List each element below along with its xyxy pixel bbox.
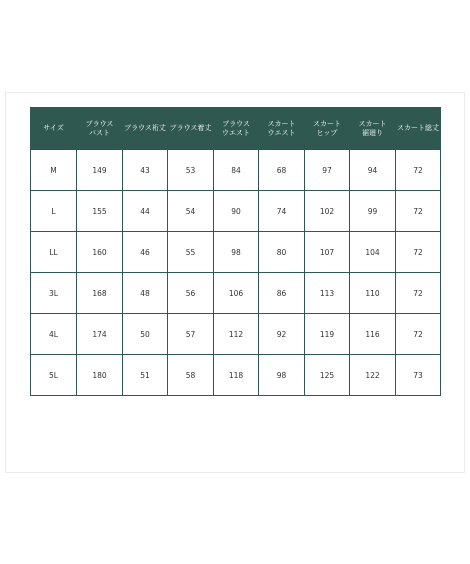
- table-cell: 107: [305, 232, 350, 273]
- table-cell: 46: [123, 232, 168, 273]
- table-header-row: [31, 108, 441, 150]
- header-size: サイズ: [31, 108, 77, 150]
- table-cell: 92: [259, 314, 305, 355]
- header-skirt-total-length: スカート総丈: [396, 108, 441, 150]
- table-cell: 48: [123, 273, 168, 314]
- header-blouse-sleeve-length: ブラウス裄丈: [123, 108, 168, 150]
- table-cell: 44: [123, 191, 168, 232]
- table-cell: L: [31, 191, 77, 232]
- table-cell: 168: [77, 273, 123, 314]
- table-row: [31, 150, 441, 191]
- table-cell: 72: [396, 232, 441, 273]
- header-skirt-hip: スカート ヒップ: [305, 108, 350, 150]
- table-cell: 86: [259, 273, 305, 314]
- header-blouse-waist: ブラウス ウエスト: [214, 108, 259, 150]
- table-cell: 99: [350, 191, 396, 232]
- table-cell: 51: [123, 355, 168, 396]
- table-cell: 84: [214, 150, 259, 191]
- table-cell: 112: [214, 314, 259, 355]
- table-cell: 55: [168, 232, 214, 273]
- table-cell: LL: [31, 232, 77, 273]
- table-cell: 118: [214, 355, 259, 396]
- table-cell: 58: [168, 355, 214, 396]
- table-cell: 160: [77, 232, 123, 273]
- table-cell: 54: [168, 191, 214, 232]
- table-cell: 94: [350, 150, 396, 191]
- table-cell: 72: [396, 150, 441, 191]
- table-cell: 4L: [31, 314, 77, 355]
- table-cell: 80: [259, 232, 305, 273]
- table-cell: 113: [305, 273, 350, 314]
- table-body: [31, 150, 441, 396]
- table-cell: 90: [214, 191, 259, 232]
- table-cell: 72: [396, 191, 441, 232]
- table-cell: 116: [350, 314, 396, 355]
- table-cell: 68: [259, 150, 305, 191]
- table-cell: 5L: [31, 355, 77, 396]
- table-cell: 57: [168, 314, 214, 355]
- header-blouse-bust: ブラウス バスト: [77, 108, 123, 150]
- table-cell: 73: [396, 355, 441, 396]
- table-cell: 43: [123, 150, 168, 191]
- table-cell: 149: [77, 150, 123, 191]
- table-row: [31, 314, 441, 355]
- table-cell: 74: [259, 191, 305, 232]
- table-cell: 110: [350, 273, 396, 314]
- table-row: [31, 191, 441, 232]
- header-skirt-hem: スカート 裾廻り: [350, 108, 396, 150]
- table-cell: 53: [168, 150, 214, 191]
- table-row: [31, 355, 441, 396]
- header-blouse-length: ブラウス着丈: [168, 108, 214, 150]
- table-cell: 119: [305, 314, 350, 355]
- table-cell: M: [31, 150, 77, 191]
- header-skirt-waist: スカート ウエスト: [259, 108, 305, 150]
- table-cell: 155: [77, 191, 123, 232]
- table-cell: 122: [350, 355, 396, 396]
- table-cell: 97: [305, 150, 350, 191]
- table-cell: 3L: [31, 273, 77, 314]
- table-cell: 174: [77, 314, 123, 355]
- table-cell: 104: [350, 232, 396, 273]
- table-cell: 102: [305, 191, 350, 232]
- table-cell: 72: [396, 314, 441, 355]
- table-cell: 98: [214, 232, 259, 273]
- table-cell: 56: [168, 273, 214, 314]
- size-chart-table: [30, 107, 441, 396]
- table-cell: 180: [77, 355, 123, 396]
- table-row: [31, 273, 441, 314]
- table-cell: 50: [123, 314, 168, 355]
- table-row: [31, 232, 441, 273]
- table-cell: 125: [305, 355, 350, 396]
- table-cell: 106: [214, 273, 259, 314]
- table-cell: 98: [259, 355, 305, 396]
- table-cell: 72: [396, 273, 441, 314]
